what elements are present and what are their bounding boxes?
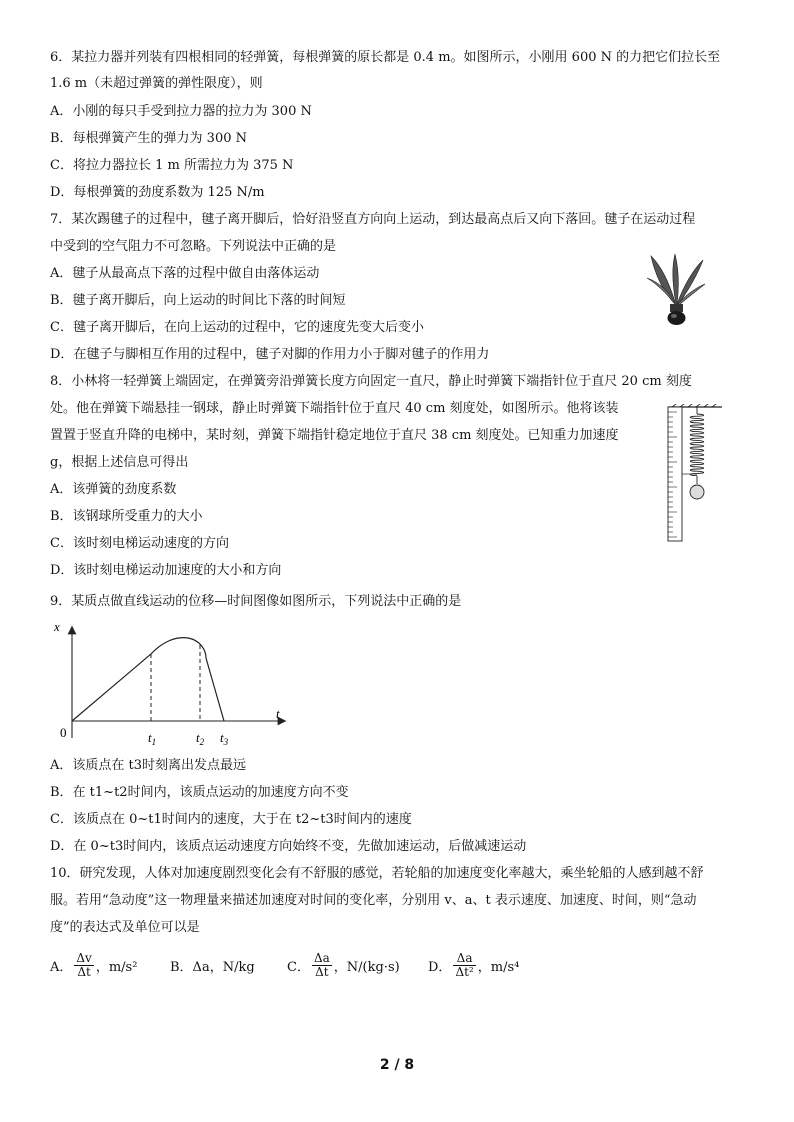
q7-stem-line2: 中受到的空气阻力不可忽略。下列说法中正确的是 [50, 239, 337, 254]
q7-stem-line1: 7．某次踢毽子的过程中，毽子离开脚后，恰好沿竖直方向向上运动，到达最高点后又向下落回。毽子在运动过程 [50, 212, 696, 227]
q6-stem-line2: 1.6 m（未超过弹簧的弹性限度），则 [50, 76, 263, 91]
t3-label: $t_3$ [220, 730, 229, 747]
q6-option-a: A．小刚的每只手受到拉力器的拉力为 300 N [50, 104, 312, 119]
q8-option-a: A．该弹簧的劲度系数 [50, 482, 177, 497]
q8-stem-line1: 8．小林将一轻弹簧上端固定，在弹簧旁沿弹簧长度方向固定一直尺，静止时弹簧下端指针位于直尺 20 cm 刻度 [50, 374, 692, 389]
q7-option-d: D．在毽子与脚相互作用的过程中，毽子对脚的作用力小于脚对毽子的作用力 [50, 347, 490, 362]
q10-stem-line3: 度”的表达式及单位可以是 [50, 920, 200, 935]
q6-stem-line1: 6．某拉力器并列装有四根相同的轻弹簧，每根弹簧的原长都是 0.4 m。如图所示，小刚用 600 N 的力把它们拉长至 [50, 50, 721, 65]
q8-stem-line2: 处。他在弹簧下端悬挂一钢球，静止时弹簧下端指针位于直尺 40 cm 刻度处，如图所示。他将该装 [50, 401, 619, 416]
q10-option-c: C． $\frac{\Delta a}{\Delta t}$ ，N/(kg·s) [287, 950, 400, 979]
q9-option-a: A．该质点在 t3时刻离出发点最远 [50, 758, 247, 773]
spring-ruler-figure [664, 404, 726, 544]
fraction: $\frac{\Delta v}{\Delta t}$ [76, 950, 92, 979]
x-axis-label: t [276, 706, 280, 721]
t1-label: $t_1$ [148, 730, 157, 747]
spring [690, 407, 704, 484]
x-t-curve [72, 638, 224, 721]
q8-option-b: B．该钢球所受重力的大小 [50, 509, 203, 524]
origin-label: 0 [60, 725, 67, 740]
q7-option-c: C．毽子离开脚后，在向上运动的过程中，它的速度先变大后变小 [50, 320, 424, 335]
x-t-graph [50, 618, 300, 748]
q6-option-b: B．每根弹簧产生的弹力为 300 N [50, 131, 248, 146]
q9-option-d: D．在 0~t3时间内，该质点运动速度方向始终不变，先做加速运动，后做减速运动 [50, 839, 527, 854]
q7-option-b: B．毽子离开脚后，向上运动的时间比下落的时间短 [50, 293, 346, 308]
q10-stem-line1: 10．研究发现，人体对加速度剧烈变化会有不舒服的感觉，若轮船的加速度变化率越大，乘坐轮船的人感到越不舒 [50, 866, 704, 881]
q9-stem: 9．某质点做直线运动的位移—时间图像如图所示，下列说法中正确的是 [50, 594, 462, 609]
q10-option-b: B．Δa，N/kg [170, 959, 255, 975]
q7-option-a: A．毽子从最高点下落的过程中做自由落体运动 [50, 266, 320, 281]
q9-option-b: B．在 t1~t2时间内，该质点运动的加速度方向不变 [50, 785, 349, 800]
y-axis-label: x [54, 619, 60, 634]
t2-label: $t_2$ [196, 730, 205, 747]
q8-option-c: C．该时刻电梯运动速度的方向 [50, 536, 229, 551]
q6-option-d: D．每根弹簧的劲度系数为 125 N/m [50, 185, 265, 200]
q9-option-c: C．该质点在 0~t1时间内的速度，大于在 t2~t3时间内的速度 [50, 812, 412, 827]
fraction: $\frac{\Delta a}{\Delta t}$ [313, 950, 330, 979]
page-number: 2 / 8 [379, 1057, 415, 1073]
steel-ball [690, 485, 704, 499]
q6-option-c: C．将拉力器拉长 1 m 所需拉力为 375 N [50, 158, 294, 173]
q8-option-d: D．该时刻电梯运动加速度的大小和方向 [50, 563, 282, 578]
q10-option-a: A． $\frac{\Delta v}{\Delta t}$ ，m/s² [50, 950, 138, 979]
shuttlecock-figure [645, 252, 707, 330]
q8-stem-line3: 置置于竖直升降的电梯中，某时刻，弹簧下端指针稳定地位于直尺 38 cm 刻度处。已知重力加速度 [50, 428, 619, 443]
fraction: $\frac{\Delta a}{\text{Δt²}}$ [455, 950, 474, 979]
q8-stem-line4: g，根据上述信息可得出 [50, 455, 189, 470]
q10-option-d: D． $\frac{\Delta a}{\text{Δt²}}$ ，m/s⁴ [428, 950, 520, 979]
q10-stem-line2: 服。若用“急动度”这一物理量来描述加速度对时间的变化率，分别用 v、a、t 表示速度、加速度、时间，则“急动 [50, 893, 697, 908]
